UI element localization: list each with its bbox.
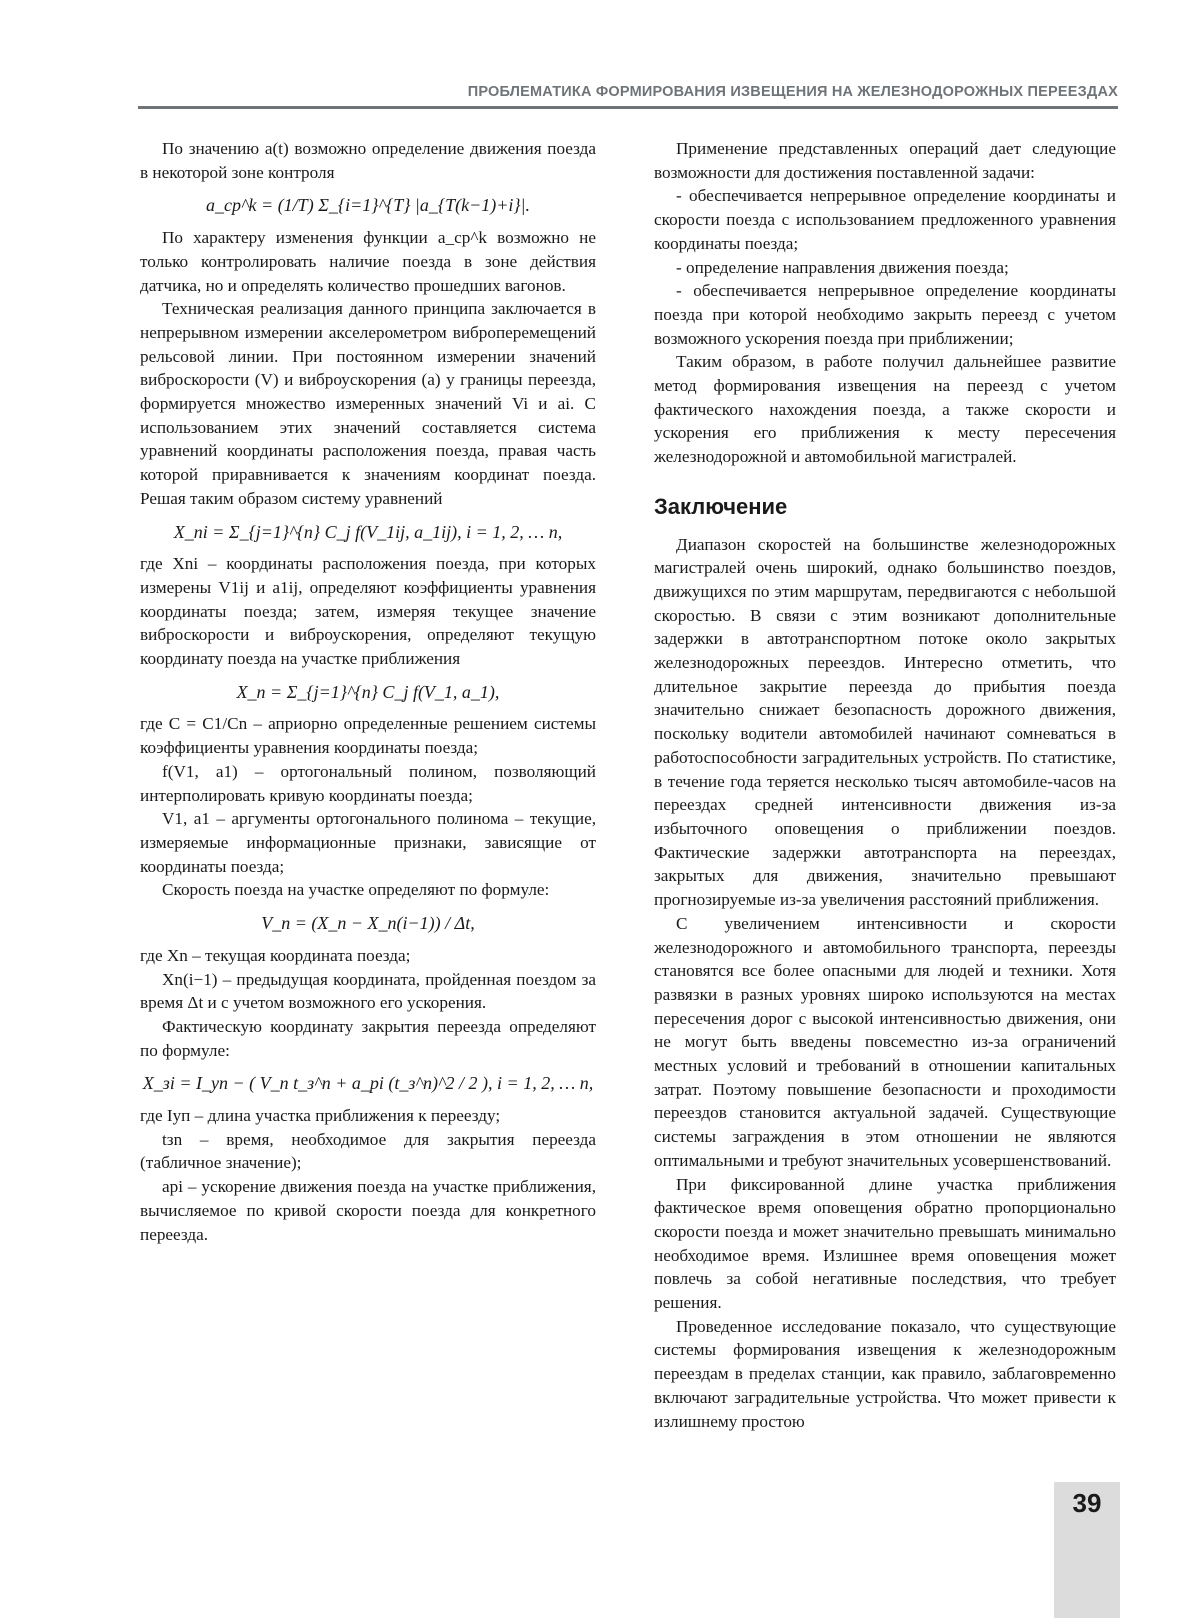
paragraph: api – ускорение движения поезда на участке приближения, вычисляемое по кривой скорости поезда для конкретного переезда. [140, 1175, 596, 1246]
paragraph: По значению a(t) возможно определение движения поезда в некоторой зоне контроля [140, 137, 596, 184]
paragraph: f(V1, a1) – ортогональный полином, позволяющий интерполировать кривую координаты поезда; [140, 760, 596, 807]
paragraph: Скорость поезда на участке определяют по формуле: [140, 878, 596, 902]
list-item: - обеспечивается непрерывное определение координаты и скорости поезда с использованием предложенного уравнения координаты поезда; [654, 184, 1116, 255]
paragraph: Техническая реализация данного принципа заключается в непрерывном измерении акселерометром виброперемещений рельсовой линии. При постоянном измерении значений виброскорости (V) и виброускорения (a) у границы переезда, формируется множество измеренных значений Vi и ai. С использованием этих значений составляется система уравнений координаты расположения поезда, правая часть которой приравнивается к значениям координат поезда. Решая таким образом систему уравнений [140, 297, 596, 510]
page-number: 39 [1054, 1488, 1120, 1519]
paragraph: V1, a1 – аргументы ортогонального полинома – текущие, измеряемые информационные признаки, зависящие от координаты поезда; [140, 807, 596, 878]
section-heading: Заключение [654, 495, 1116, 519]
paragraph: где Xni – координаты расположения поезда, при которых измерены V1ij и a1ij, определяют коэффициенты уравнения координаты поезда; затем, измеряя текущее значение виброскорости и виброускорения, определяют текущую координату поезда на участке приближения [140, 552, 596, 671]
paragraph: При фиксированной длине участка приближения фактическое время оповещения обратно пропорционально скорости поезда и может значительно превышать минимально необходимое время. Излишнее время оповещения может повлечь за собой негативные последствия, что требует решения. [654, 1173, 1116, 1315]
paragraph: где C = C1/Cn – априорно определенные решением системы коэффициенты уравнения координаты поезда; [140, 712, 596, 759]
paragraph: где Xn – текущая координата поезда; [140, 944, 596, 968]
paragraph: Проведенное исследование показало, что существующие системы формирования извещения к железнодорожным переездам в пределах станции, как правило, заблаговременно включают заградительные устройства. Что может привести к излишнему простою [654, 1315, 1116, 1434]
paragraph: Диапазон скоростей на большинстве железнодорожных магистралей очень широкий, однако большинство поездов, движущихся по этим маршрутам, передвигаются с небольшой скоростью. В связи с этим возникают дополнительные задержки в автотранспортном потоке около закрытых железнодорожных переездов. Интересно отметить, что длительное закрытие переезда до прибытия поезда значительно снижает безопасность дорожного движения, поскольку водители автомобилей начинают сомневаться в работоспособности заградительных устройств. По статистике, в течение года теряется несколько тысяч автомобиле-часов на переездах средней интенсивности движения из-за избыточного оповещения о приближении поездов. Фактические задержки автотранспорта на переездах, закрытых для движения, значительно превышают прогнозируемые из-за увеличения расстояний приближения. [654, 533, 1116, 912]
formula-closing-coordinate: X_зi = I_уп − ( V_n t_з^n + a_pi (t_з^n)^2 / 2 ), i = 1, 2, … n, [140, 1072, 596, 1096]
paragraph: Xn(i−1) – предыдущая координата, пройденная поездом за время Δt и с учетом возможного его ускорения. [140, 968, 596, 1015]
running-header: ПРОБЛЕМАТИКА ФОРМИРОВАНИЯ ИЗВЕЩЕНИЯ НА ЖЕЛЕЗНОДОРОЖНЫХ ПЕРЕЕЗДАХ [138, 84, 1118, 100]
formula-current-coordinate: X_n = Σ_{j=1}^{n} C_j f(V_1, a_1), [140, 681, 596, 705]
paragraph: Фактическую координату закрытия переезда определяют по формуле: [140, 1015, 596, 1062]
formula-average-acceleration: a_ср^k = (1/T) Σ_{i=1}^{T} |a_{T(k−1)+i}|. [140, 194, 596, 218]
list-item: - определение направления движения поезда; [654, 256, 1116, 280]
paragraph: Применение представленных операций дает следующие возможности для достижения поставленной задачи: [654, 137, 1116, 184]
list-item: - обеспечивается непрерывное определение координаты поезда при которой необходимо закрыть переезд с учетом возможного ускорения поезда при приближении; [654, 279, 1116, 350]
right-column [654, 137, 1116, 1433]
paragraph: С увеличением интенсивности и скорости железнодорожного и автомобильного транспорта, переезды становятся все более опасными для людей и техники. Хотя развязки в разных уровнях широко используются на местах пересечения дорог с высокой интенсивностью движения, они не могут быть введены повсеместно из-за ограничений местных условий и требований в отношении капитальных затрат. Поэтому повышение безопасности и проходимости переездов становится актуальной задачей. Существующие системы заграждения в этом отношении не являются оптимальными и требуют значительных усовершенствований. [654, 912, 1116, 1173]
formula-system-of-equations: X_ni = Σ_{j=1}^{n} C_j f(V_1ij, a_1ij), i = 1, 2, … n, [140, 521, 596, 545]
paragraph: где Iуп – длина участка приближения к переезду; [140, 1104, 596, 1128]
formula-speed: V_n = (X_n − X_n(i−1)) / Δt, [140, 912, 596, 936]
left-column [140, 137, 596, 1246]
paragraph: tзn – время, необходимое для закрытия переезда (табличное значение); [140, 1128, 596, 1175]
paragraph: Таким образом, в работе получил дальнейшее развитие метод формирования извещения на переезд с учетом фактического нахождения поезда, а также скорости и ускорения его приближения к месту пересечения железнодорожной и автомобильной магистралей. [654, 350, 1116, 469]
paragraph: По характеру изменения функции a_ср^k возможно не только контролировать наличие поезда в зоне действия датчика, но и определять количество прошедших вагонов. [140, 226, 596, 297]
header-rule [138, 106, 1118, 109]
